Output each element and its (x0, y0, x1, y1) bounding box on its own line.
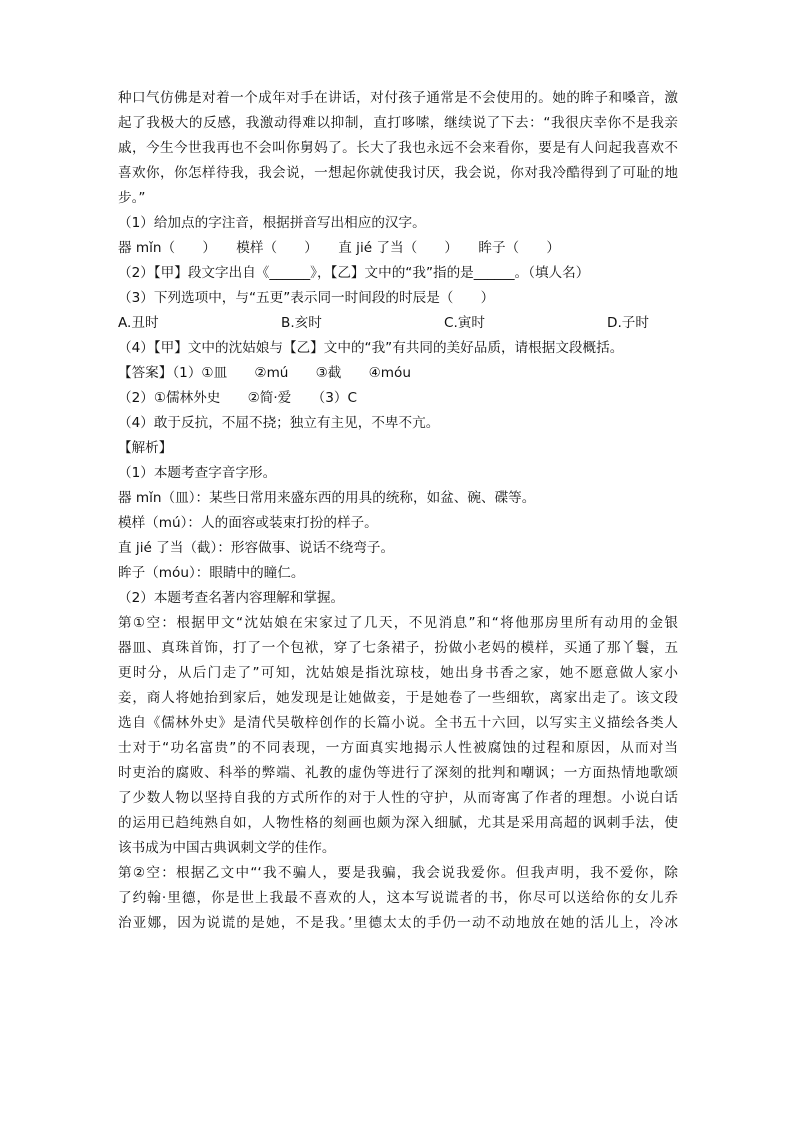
text-line: 妾，商人将她抬到家后，她发现是让她做妾，于是她卷了一些细软，离家出走了。该文段 (118, 690, 678, 706)
text-line: 喜欢你，你怎样待我，我会说，一想起你就使我讨厌，我会说，你对我冷酷得到了可耻的地 (118, 165, 678, 181)
questions (118, 211, 678, 361)
text-line: 戚，今生今世我再也不会叫你舅妈了。长大了我也永远不会来看你，要是有人问起我喜欢不 (118, 140, 678, 156)
text-line: 种口气仿佛是对着一个成年对手在讲话，对付孩子通常是不会使用的。她的眸子和嗓音，激 (118, 90, 678, 106)
answer-line: 【答案】（1）①皿 ②mú ③截 ④móu (118, 365, 411, 381)
analysis-line: 直 jié 了当（截）：形容做事、说话不绕弯子。 (118, 540, 395, 556)
text-line: 更时分，从后门走了”可知，沈姑娘是指沈琼枝，她出身书香之家，她不愿意做人家小 (118, 665, 678, 681)
text-line: 了少数人物以坚持自我的方式所作的对于人性的守护，从而寄寓了作者的理想。小说白话 (118, 790, 678, 806)
analysis-line: 眸子（móu）：眼睛中的瞳仁。 (118, 565, 305, 581)
question-1-items: 器 mǐn（ ） 模样（ ） 直 jié 了当（ ） 眸子（ ） (118, 240, 560, 256)
question-3-options (118, 311, 678, 336)
answer-section (118, 361, 678, 436)
text-line: 时吏治的腐败、科举的弊端、礼教的虚伪等进行了深刻的批判和嘲讽；一方面热情地歌颂 (118, 765, 678, 781)
text-line: 该书成为中国古典讽刺文学的佳作。 (118, 840, 336, 856)
question-2: （2）【甲】段文字出自《______》，【乙】文中的“我”指的是______。（填人名） (118, 265, 590, 281)
text-line: 选自《儒林外史》是清代吴敬梓创作的长篇小说。全书五十六回，以写实主义描绘各类人 (118, 715, 678, 731)
text-line: 士对于“功名富贵”的不同表现，一方面真实地揭示人性被腐蚀的过程和原因，从而对当 (118, 740, 678, 756)
option-b: B.亥时 (281, 315, 322, 331)
analysis-section (118, 436, 678, 936)
analysis-heading: 【解析】 (118, 440, 173, 456)
analysis-paragraph-2 (118, 861, 678, 936)
text-line: 器皿、真珠首饰，打了一个包袱，穿了七条裙子，扮做小老妈的模样，买通了那丫鬟，五 (118, 640, 678, 656)
option-d: D.子时 (607, 315, 649, 331)
option-a: A.丑时 (118, 315, 159, 331)
text-line: 了约翰·里德，你是世上我最不喜欢的人，这本写说谎者的书，你尽可以送给你的女儿乔 (118, 890, 678, 906)
text-line: 第①空：根据甲文“沈姑娘在宋家过了几天，不见消息”和“将他那房里所有动用的金银 (118, 615, 678, 631)
text-line: 的运用已趋纯熟自如，人物性格的刻画也颇为深入细腻，尤其是采用高超的讽刺手法，使 (118, 815, 678, 831)
text-line: 步。” (118, 190, 146, 206)
analysis-paragraph-1 (118, 611, 678, 861)
analysis-line: 器 mǐn（皿）：某些日常用来盛东西的用具的统称，如盆、碗、碟等。 (118, 490, 536, 506)
question-1: （1）给加点的字注音，根据拼音写出相应的汉字。 (118, 215, 426, 231)
question-4: （4）【甲】文中的沈姑娘与【乙】文中的“我”有共同的美好品质，请根据文段概括。 (118, 340, 624, 356)
analysis-line: （2）本题考查名著内容理解和掌握。 (118, 590, 345, 606)
analysis-line: （1）本题考查字音字形。 (118, 465, 277, 481)
option-c: C.寅时 (444, 315, 486, 331)
text-line: 治亚娜，因为说谎的是她，不是我。’里德太太的手仍一动不动地放在她的活儿上，冷冰 (118, 915, 678, 931)
answer-line: （4）敢于反抗，不屈不挠；独立有主见，不卑不亢。 (118, 415, 440, 431)
answer-line: （2）①儒林外史 ②简·爱 （3）C (118, 390, 357, 406)
text-line: 第②空：根据乙文中“‘我不骗人，要是我骗，我会说我爱你。但我声明，我不爱你，除 (118, 865, 678, 881)
passage-continuation (118, 86, 678, 211)
analysis-line: 模样（mú）：人的面容或装束打扮的样子。 (118, 515, 378, 531)
question-3: （3）下列选项中，与“五更”表示同一时间段的时辰是（ ） (118, 290, 495, 306)
document-page (118, 86, 678, 936)
text-line: 起了我极大的反感，我激动得难以抑制，直打哆嗦，继续说了下去：“我很庆幸你不是我亲 (118, 115, 678, 131)
